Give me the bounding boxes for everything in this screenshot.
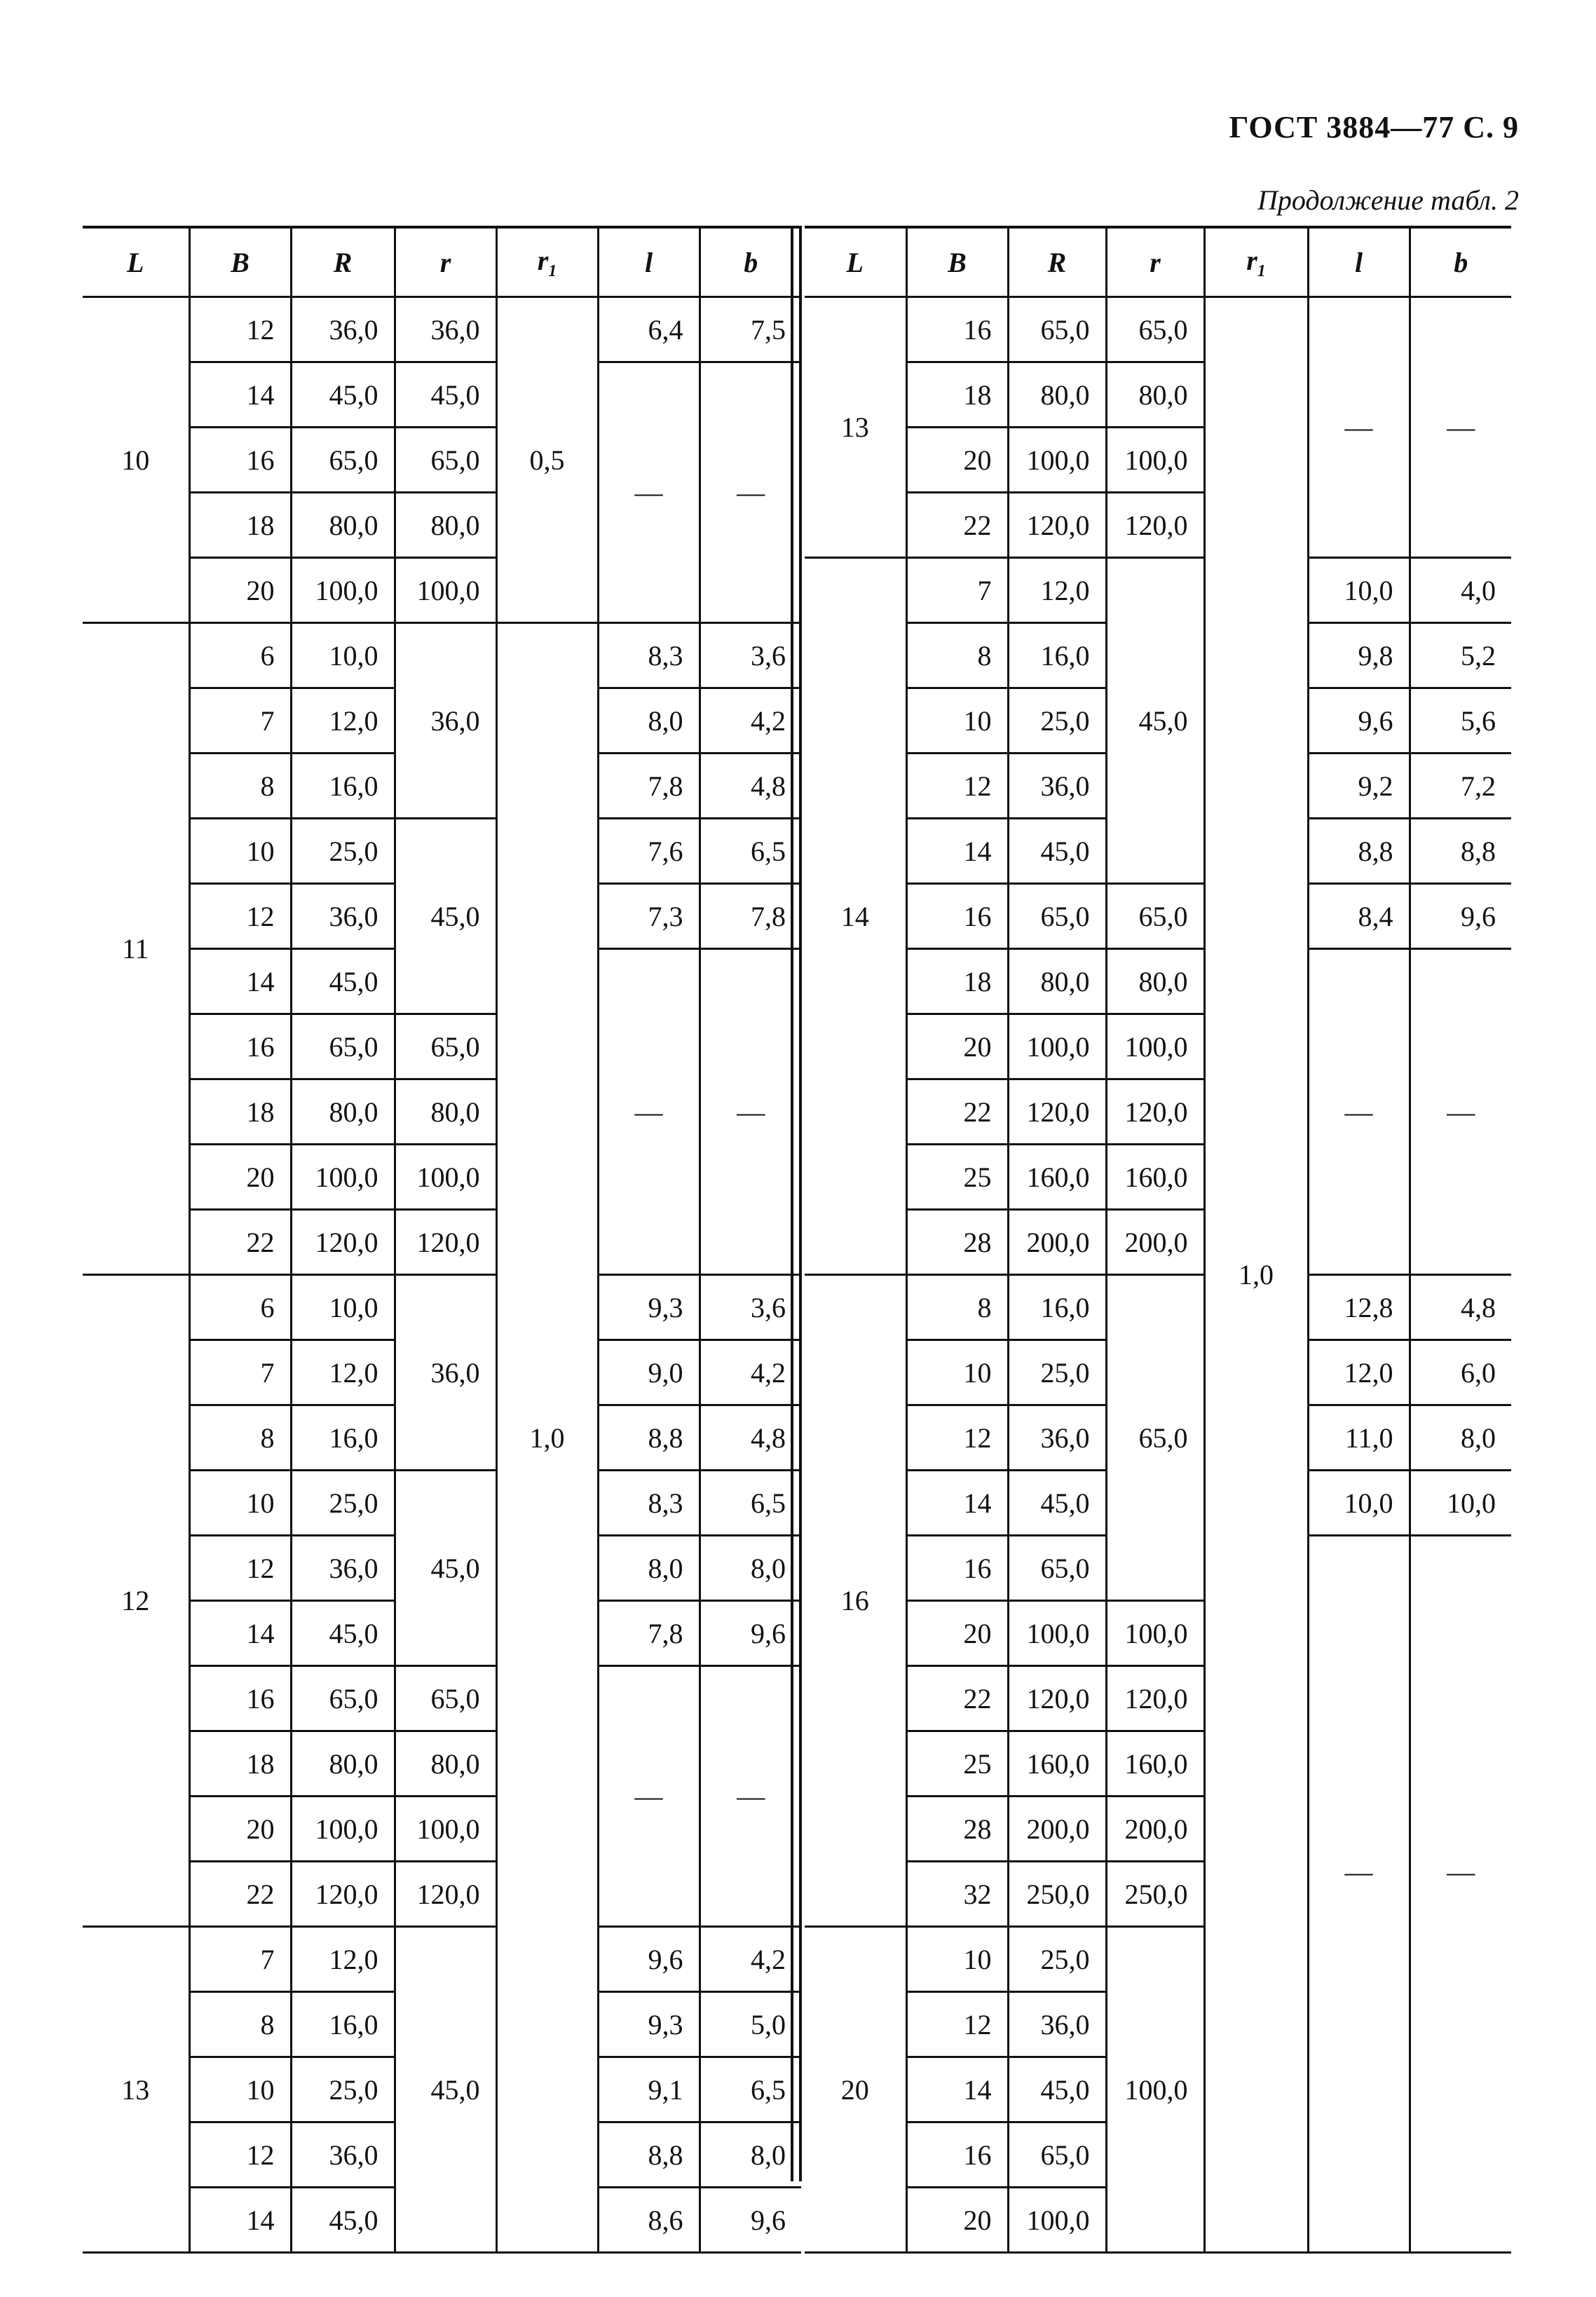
col-header-r1: $r_1$ [496,227,598,297]
cell-b: 4,8 [1410,1275,1511,1340]
cell-R: 80,0 [1008,362,1106,428]
cell-b: 8,0 [700,1536,801,1601]
cell-B: 12 [189,297,291,362]
col-header-R: R [1008,227,1106,297]
cell-B: 8 [906,623,1008,688]
cell-b: 4,8 [700,1405,801,1471]
cell-B: 8 [189,1405,291,1471]
cell-b-dash: — [700,1666,801,1927]
cell-b: 3,6 [700,623,801,688]
cell-l: 7,8 [598,1601,700,1666]
cell-B: 14 [189,2188,291,2253]
cell-b: 5,2 [1410,623,1511,688]
cell-B: 28 [906,1797,1008,1862]
cell-l: 7,6 [598,819,700,884]
col-header-b: b [1410,227,1511,297]
cell-B: 14 [906,819,1008,884]
cell-R: 36,0 [291,884,395,949]
cell-R: 120,0 [1008,493,1106,558]
cell-r: 120,0 [1106,1666,1204,1731]
cell-B: 20 [189,1797,291,1862]
cell-b-dash: — [1410,949,1511,1275]
cell-R: 45,0 [1008,819,1106,884]
cell-R: 12,0 [1008,558,1106,623]
cell-B: 22 [906,1079,1008,1145]
cell-r: 80,0 [395,1079,496,1145]
cell-B: 6 [189,623,291,688]
cell-R: 36,0 [291,297,395,362]
cell-l: 10,0 [1308,558,1410,623]
cell-l: 9,1 [598,2057,700,2122]
cell-l-dash: — [1308,1536,1410,2253]
cell-r: 120,0 [1106,1079,1204,1145]
cell-R: 10,0 [291,1275,395,1340]
cell-R: 100,0 [291,1797,395,1862]
cell-B: 10 [906,1340,1008,1405]
cell-r: 45,0 [1106,558,1204,884]
cell-B: 8 [189,1992,291,2057]
cell-l: 8,6 [598,2188,700,2253]
cell-B: 10 [189,2057,291,2122]
col-header-r: r [395,227,496,297]
cell-R: 100,0 [291,558,395,623]
cell-r: 36,0 [395,623,496,819]
cell-b: 3,6 [700,1275,801,1340]
col-header-L: L [805,227,906,297]
cell-B: 10 [906,688,1008,754]
cell-l: 8,8 [598,1405,700,1471]
table-divider [791,226,793,2181]
cell-R: 45,0 [291,362,395,428]
cell-b: 5,6 [1410,688,1511,754]
page-header: ГОСТ 3884—77 С. 9 [1229,110,1519,144]
cell-r: 80,0 [1106,949,1204,1014]
cell-r: 80,0 [1106,362,1204,428]
cell-L: 13 [83,1927,189,2253]
cell-l: 9,8 [1308,623,1410,688]
col-header-B: B [189,227,291,297]
cell-R: 160,0 [1008,1731,1106,1797]
cell-R: 36,0 [1008,1992,1106,2057]
cell-l: 8,4 [1308,884,1410,949]
cell-B: 10 [189,819,291,884]
table-row [805,297,1511,362]
cell-B: 22 [189,1862,291,1927]
cell-R: 100,0 [291,1145,395,1210]
cell-B: 18 [189,1079,291,1145]
cell-B: 16 [189,1014,291,1079]
cell-b: 7,8 [700,884,801,949]
cell-B: 16 [906,297,1008,362]
cell-B: 12 [189,2122,291,2188]
cell-B: 8 [189,754,291,819]
cell-R: 160,0 [1008,1145,1106,1210]
cell-B: 20 [189,558,291,623]
cell-R: 10,0 [291,623,395,688]
cell-r: 100,0 [1106,1927,1204,2253]
cell-l: 9,3 [598,1992,700,2057]
cell-R: 80,0 [291,493,395,558]
cell-R: 25,0 [1008,688,1106,754]
cell-r: 45,0 [395,1471,496,1666]
cell-B: 14 [906,1471,1008,1536]
cell-r1: 1,0 [496,623,598,2253]
cell-b: 6,5 [700,1471,801,1536]
cell-b: 8,0 [1410,1405,1511,1471]
cell-l: 8,3 [598,1471,700,1536]
cell-r1: 0,5 [496,297,598,623]
cell-b: 9,6 [700,2188,801,2253]
cell-l: 7,8 [598,754,700,819]
cell-R: 16,0 [291,754,395,819]
cell-r: 100,0 [395,1797,496,1862]
cell-b: 4,2 [700,1340,801,1405]
cell-L: 11 [83,623,189,1275]
cell-B: 6 [189,1275,291,1340]
table-row [83,1275,801,1340]
cell-r: 200,0 [1106,1797,1204,1862]
cell-r: 120,0 [395,1862,496,1927]
table-row [83,1666,801,1731]
cell-L: 12 [83,1275,189,1927]
cell-b: 8,0 [700,2122,801,2188]
cell-b: 9,6 [700,1601,801,1666]
cell-r: 65,0 [395,428,496,493]
col-header-L: L [83,227,189,297]
cell-R: 45,0 [291,949,395,1014]
cell-R: 250,0 [1008,1862,1106,1927]
cell-B: 10 [189,1471,291,1536]
cell-r: 100,0 [1106,1601,1204,1666]
cell-l: 9,6 [598,1927,700,1992]
cell-b: 7,2 [1410,754,1511,819]
cell-l: 8,8 [1308,819,1410,884]
cell-R: 36,0 [1008,754,1106,819]
cell-R: 12,0 [291,688,395,754]
cell-r: 80,0 [395,1731,496,1797]
cell-R: 120,0 [1008,1079,1106,1145]
cell-b: 7,5 [700,297,801,362]
cell-R: 100,0 [1008,2188,1106,2253]
cell-R: 80,0 [291,1079,395,1145]
cell-R: 80,0 [291,1731,395,1797]
cell-r: 36,0 [395,1275,496,1471]
cell-l: 9,6 [1308,688,1410,754]
cell-B: 20 [906,1601,1008,1666]
cell-R: 65,0 [291,1014,395,1079]
cell-b-dash: — [700,362,801,623]
header-row [805,227,1511,297]
col-header-r1: $r_1$ [1204,227,1308,297]
cell-r: 160,0 [1106,1145,1204,1210]
cell-B: 7 [906,558,1008,623]
cell-R: 16,0 [1008,623,1106,688]
cell-R: 100,0 [1008,428,1106,493]
cell-L: 13 [805,297,906,558]
cell-b: 5,0 [700,1992,801,2057]
cell-L: 16 [805,1275,906,1927]
cell-R: 100,0 [1008,1014,1106,1079]
cell-l: 12,0 [1308,1340,1410,1405]
cell-B: 12 [906,754,1008,819]
cell-R: 80,0 [1008,949,1106,1014]
cell-R: 12,0 [291,1340,395,1405]
cell-b-dash: — [1410,297,1511,558]
cell-R: 36,0 [291,2122,395,2188]
cell-b-dash: — [1410,1536,1511,2253]
cell-l: 9,2 [1308,754,1410,819]
cell-B: 16 [189,1666,291,1731]
cell-B: 14 [906,2057,1008,2122]
cell-R: 45,0 [1008,2057,1106,2122]
cell-R: 36,0 [291,1536,395,1601]
table-row [83,819,801,884]
cell-R: 25,0 [291,2057,395,2122]
cell-R: 65,0 [1008,1536,1106,1601]
cell-r: 36,0 [395,297,496,362]
table-row [805,558,1511,623]
cell-l: 7,3 [598,884,700,949]
cell-B: 22 [189,1210,291,1275]
cell-b: 9,6 [1410,884,1511,949]
cell-R: 25,0 [1008,1340,1106,1405]
cell-l-dash: — [598,362,700,623]
cell-l: 10,0 [1308,1471,1410,1536]
cell-r: 80,0 [395,493,496,558]
cell-B: 16 [906,1536,1008,1601]
cell-R: 65,0 [1008,2122,1106,2188]
cell-B: 10 [906,1927,1008,1992]
cell-b: 8,8 [1410,819,1511,884]
header-row [83,227,801,297]
cell-B: 12 [189,1536,291,1601]
cell-r: 45,0 [395,1927,496,2253]
cell-R: 45,0 [291,2188,395,2253]
cell-B: 7 [189,688,291,754]
cell-B: 20 [906,1014,1008,1079]
cell-b: 6,5 [700,2057,801,2122]
cell-R: 100,0 [1008,1601,1106,1666]
cell-R: 200,0 [1008,1210,1106,1275]
cell-l: 11,0 [1308,1405,1410,1471]
table-row [83,362,801,428]
cell-B: 7 [189,1340,291,1405]
cell-l: 8,0 [598,1536,700,1601]
cell-B: 20 [189,1145,291,1210]
cell-R: 25,0 [291,819,395,884]
cell-B: 14 [189,949,291,1014]
table-row [83,623,801,688]
cell-B: 14 [189,1601,291,1666]
cell-B: 22 [906,1666,1008,1731]
table-row [805,949,1511,1014]
table-row [83,1927,801,1992]
cell-B: 18 [189,493,291,558]
cell-r: 65,0 [1106,884,1204,949]
cell-B: 7 [189,1927,291,1992]
cell-b: 6,0 [1410,1340,1511,1405]
cell-l-dash: — [598,1666,700,1927]
cell-B: 14 [189,362,291,428]
cell-B: 18 [906,949,1008,1014]
cell-l: 12,8 [1308,1275,1410,1340]
cell-R: 65,0 [291,428,395,493]
cell-B: 18 [906,362,1008,428]
cell-R: 25,0 [1008,1927,1106,1992]
cell-r: 100,0 [1106,1014,1204,1079]
right-table [805,226,1511,2254]
cell-b: 6,5 [700,819,801,884]
cell-b: 4,2 [700,688,801,754]
cell-R: 65,0 [1008,884,1106,949]
cell-l-dash: — [598,949,700,1275]
cell-R: 120,0 [291,1210,395,1275]
col-header-l: l [598,227,700,297]
cell-R: 45,0 [1008,1471,1106,1536]
cell-B: 22 [906,493,1008,558]
cell-r: 65,0 [395,1666,496,1731]
table-continuation-label: Продолжение табл. 2 [1257,184,1519,216]
col-header-R: R [291,227,395,297]
cell-r: 120,0 [1106,493,1204,558]
cell-b-dash: — [700,949,801,1275]
cell-B: 16 [906,884,1008,949]
cell-B: 12 [906,1992,1008,2057]
cell-R: 16,0 [291,1992,395,2057]
cell-l: 9,0 [598,1340,700,1405]
cell-r: 160,0 [1106,1731,1204,1797]
table-row [805,884,1511,949]
cell-R: 12,0 [291,1927,395,1992]
cell-R: 16,0 [291,1405,395,1471]
cell-B: 18 [189,1731,291,1797]
cell-l: 8,0 [598,688,700,754]
cell-l: 8,8 [598,2122,700,2188]
cell-r: 200,0 [1106,1210,1204,1275]
col-header-r: r [1106,227,1204,297]
table-row [83,1471,801,1536]
col-header-l: l [1308,227,1410,297]
cell-r: 65,0 [1106,297,1204,362]
cell-r: 100,0 [1106,428,1204,493]
cell-L: 20 [805,1927,906,2253]
cell-B: 16 [906,2122,1008,2188]
cell-B: 20 [906,2188,1008,2253]
cell-B: 20 [906,428,1008,493]
cell-l: 8,3 [598,623,700,688]
table-divider [799,226,802,2181]
cell-B: 25 [906,1731,1008,1797]
cell-R: 25,0 [291,1471,395,1536]
cell-r1: 1,0 [1204,297,1308,2253]
cell-r: 65,0 [1106,1275,1204,1601]
cell-l: 9,3 [598,1275,700,1340]
cell-R: 45,0 [291,1601,395,1666]
col-header-b: b [700,227,801,297]
cell-B: 12 [189,884,291,949]
cell-B: 8 [906,1275,1008,1340]
cell-b: 4,2 [700,1927,801,1992]
cell-b: 10,0 [1410,1471,1511,1536]
cell-l-dash: — [1308,297,1410,558]
cell-r: 250,0 [1106,1862,1204,1927]
cell-l-dash: — [1308,949,1410,1275]
cell-r: 100,0 [395,558,496,623]
cell-r: 45,0 [395,362,496,428]
table-row [83,297,801,362]
cell-R: 120,0 [1008,1666,1106,1731]
cell-L: 10 [83,297,189,623]
cell-b: 4,0 [1410,558,1511,623]
cell-R: 200,0 [1008,1797,1106,1862]
cell-L: 14 [805,558,906,1275]
col-header-B: B [906,227,1008,297]
cell-R: 65,0 [1008,297,1106,362]
cell-b: 4,8 [700,754,801,819]
cell-r: 120,0 [395,1210,496,1275]
cell-R: 36,0 [1008,1405,1106,1471]
table-row [805,1275,1511,1340]
cell-B: 12 [906,1405,1008,1471]
cell-l: 6,4 [598,297,700,362]
cell-B: 16 [189,428,291,493]
cell-B: 25 [906,1145,1008,1210]
left-table [83,226,801,2254]
cell-R: 120,0 [291,1862,395,1927]
cell-r: 65,0 [395,1014,496,1079]
cell-B: 28 [906,1210,1008,1275]
cell-r: 100,0 [395,1145,496,1210]
cell-R: 65,0 [291,1666,395,1731]
cell-r: 45,0 [395,819,496,1014]
cell-B: 32 [906,1862,1008,1927]
cell-R: 16,0 [1008,1275,1106,1340]
